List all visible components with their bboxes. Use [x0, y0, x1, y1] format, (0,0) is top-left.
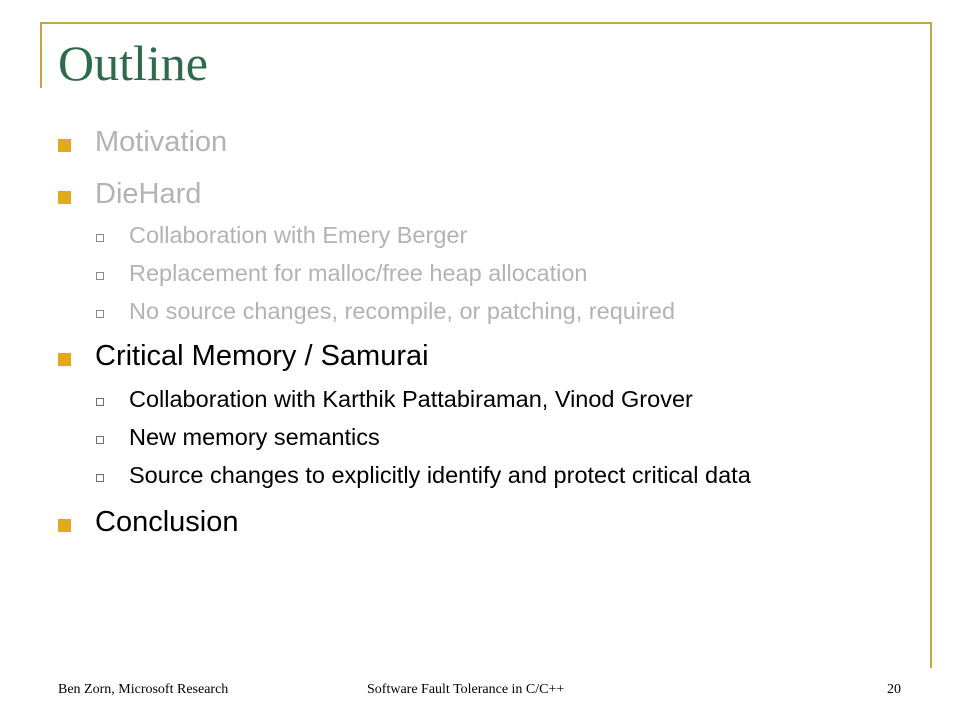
frame-left-border — [40, 22, 42, 88]
square-bullet-icon — [58, 191, 71, 204]
hollow-square-bullet-icon — [96, 310, 104, 318]
hollow-square-bullet-icon — [96, 436, 104, 444]
footer-author: Ben Zorn, Microsoft Research — [58, 682, 229, 697]
outline-item-label: Critical Memory / Samurai — [95, 340, 429, 372]
outline-item-label: DieHard — [95, 178, 202, 210]
footer-talk-title: Software Fault Tolerance in C/C++ — [367, 682, 565, 697]
sub-item-label: Source changes to explicitly identify and protect critical data — [129, 462, 751, 488]
hollow-square-bullet-icon — [96, 272, 104, 280]
outline-item-conclusion — [58, 504, 920, 540]
sub-item — [58, 385, 920, 414]
sub-item-label: Replacement for malloc/free heap allocation — [129, 260, 588, 286]
slide-title: Outline — [58, 35, 208, 91]
square-bullet-icon — [58, 353, 71, 366]
sub-item-label: Collaboration with Karthik Pattabiraman, Vinod Grover — [129, 386, 693, 412]
sub-item — [58, 461, 869, 490]
outline-item-label: Motivation — [95, 126, 228, 158]
sub-item-label: No source changes, recompile, or patching, required — [129, 298, 676, 324]
outline-list — [58, 124, 920, 540]
outline-item-diehard — [58, 176, 920, 212]
page-number: 20 — [887, 682, 901, 697]
hollow-square-bullet-icon — [96, 474, 104, 482]
sub-item-label: Collaboration with Emery Berger — [129, 222, 468, 248]
sub-item — [58, 423, 920, 452]
hollow-square-bullet-icon — [96, 234, 104, 242]
hollow-square-bullet-icon — [96, 398, 104, 406]
frame-top-border — [40, 22, 932, 24]
sub-item — [58, 221, 920, 250]
sub-item — [58, 297, 920, 326]
square-bullet-icon — [58, 139, 71, 152]
sub-item-label: New memory semantics — [129, 424, 380, 450]
outline-item-label: Conclusion — [95, 506, 239, 538]
outline-item-motivation — [58, 124, 920, 160]
square-bullet-icon — [58, 519, 71, 532]
frame-right-border — [930, 22, 932, 668]
sub-item — [58, 259, 920, 288]
outline-item-critical-memory — [58, 338, 920, 374]
